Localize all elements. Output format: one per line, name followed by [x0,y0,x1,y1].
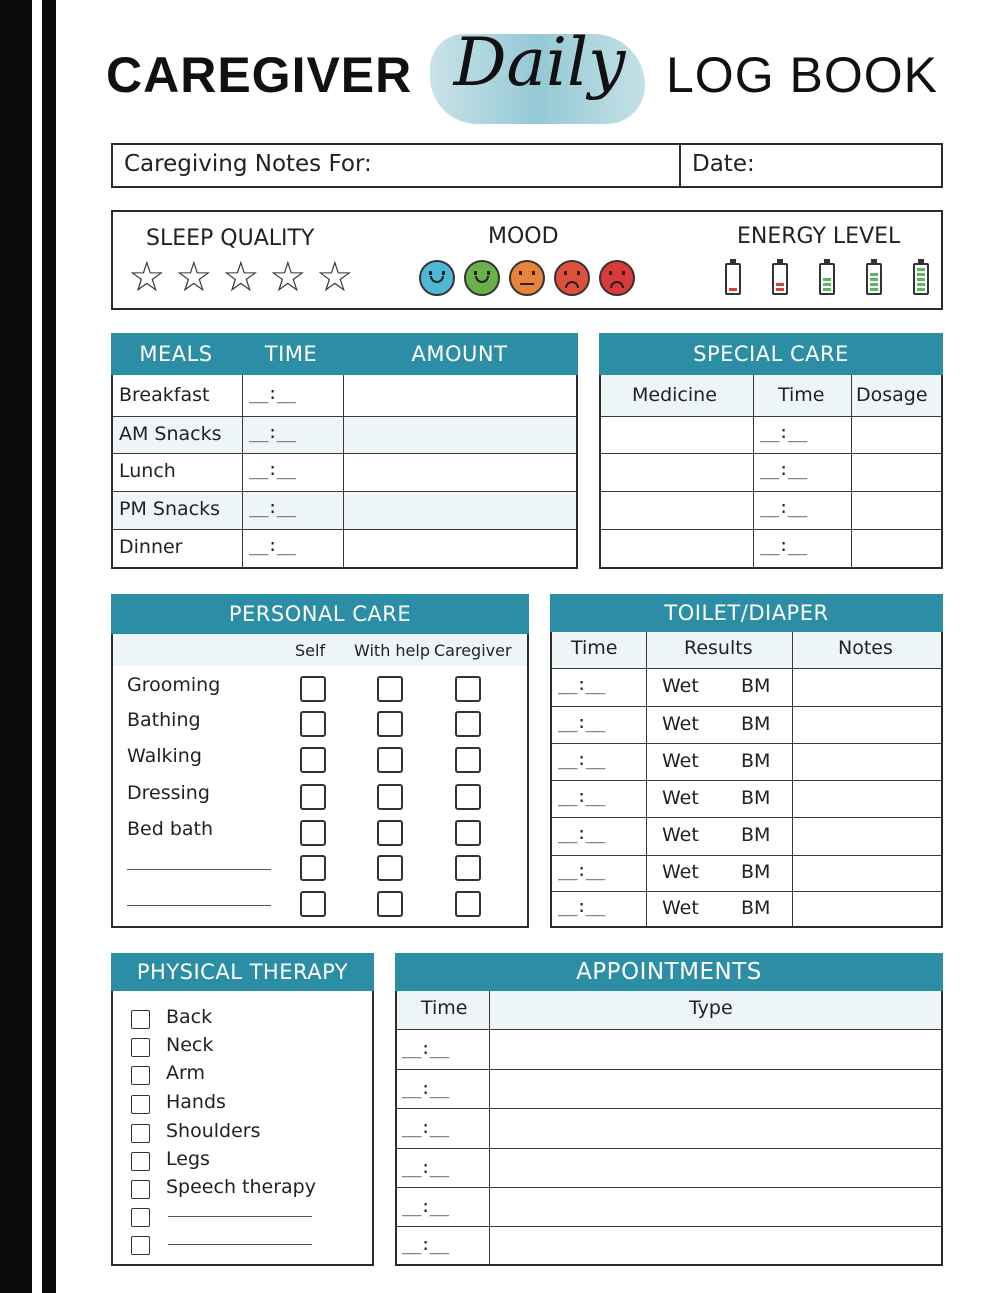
toilet-row-line [552,706,941,707]
toilet-wet-option[interactable]: Wet [662,749,699,772]
meals-amount-header: AMOUNT [411,342,508,366]
meals-time-header: TIME [264,342,318,366]
face-mouth [610,281,624,288]
personal-care-item: Grooming [127,674,221,696]
mood-label: MOOD [488,224,559,249]
battery-icon[interactable] [913,263,929,295]
title-daily: Daily [453,24,626,101]
battery-fill [729,286,737,291]
special-col-divider [851,375,852,568]
personal-care-checkbox[interactable] [300,747,326,773]
personal-care-checkbox[interactable] [300,676,326,702]
battery-fill [917,267,925,291]
appointments-row-line [397,1029,941,1030]
toilet-wet-option[interactable]: Wet [662,824,699,846]
meal-name: Lunch [119,460,176,482]
medicine-field[interactable] [603,455,751,489]
personal-care-checkbox[interactable] [455,784,481,810]
appointments-col-divider [489,991,490,1265]
battery-fill [823,277,831,291]
personal-care-checkbox[interactable] [455,747,481,773]
date-label: Date: [692,151,755,177]
toilet-wet-option[interactable]: Wet [662,861,699,883]
notes-for-field[interactable] [390,147,675,185]
toilet-bm-option[interactable]: BM [741,749,771,772]
personal-care-item: Dressing [127,782,210,804]
toilet-time-blank[interactable]: __:__ [558,861,605,881]
personal-care-item: Walking [127,745,202,767]
therapy-checkbox[interactable] [131,1236,150,1255]
personal-care-checkbox[interactable] [455,855,481,881]
appointments-type-col: Type [689,997,733,1019]
toilet-notes-field[interactable] [795,782,940,815]
therapy-item: Speech therapy [166,1176,316,1198]
appointments-row-line [397,1226,941,1227]
toilet-bm-option[interactable]: BM [741,712,771,735]
appointments-row-line [397,1069,941,1070]
meal-time-blank[interactable]: __:__ [249,498,296,518]
toilet-time-blank[interactable]: __:__ [558,897,605,917]
meal-amount-field[interactable] [346,453,574,491]
special-time-blank[interactable]: __:__ [760,460,807,480]
special-row-line [601,529,941,530]
face-eyes [609,271,625,275]
appointment-type-field[interactable] [492,1189,940,1224]
star-icon[interactable]: ☆ [269,252,307,301]
personal-care-checkbox[interactable] [377,891,403,917]
meals-col-divider [343,375,344,568]
toilet-row-line [552,743,941,744]
toilet-row-line [552,817,941,818]
special-care-dosage-col: Dosage [856,384,928,406]
mood-face-icon[interactable] [419,260,455,296]
meal-time-blank[interactable]: __:__ [249,422,296,443]
special-care-header: SPECIAL CARE [599,333,943,375]
face-eyes [564,271,580,275]
therapy-checkbox[interactable] [131,1066,150,1085]
appointment-type-field[interactable] [492,1228,940,1262]
toilet-time-col: Time [571,637,618,659]
toilet-row-line [552,780,941,781]
personal-care-checkbox[interactable] [377,820,403,846]
medicine-field[interactable] [603,418,751,451]
toilet-notes-field[interactable] [795,708,940,741]
personal-care-blank-line[interactable] [127,905,271,906]
dosage-field[interactable] [854,531,939,565]
binding-bar-outer [0,0,32,1293]
appointment-type-field[interactable] [492,1150,940,1185]
with-help-column-label: With help [354,641,430,660]
face-mouth [520,283,534,285]
meal-time-blank[interactable]: __:__ [249,383,296,404]
battery-fill [776,281,784,291]
therapy-item: Back [166,1006,213,1028]
appointment-type-field[interactable] [492,1071,940,1106]
toilet-row-line [552,855,941,856]
caregiver-column-label: Caregiver [434,641,512,660]
personal-care-checkbox[interactable] [300,784,326,810]
meal-name: PM Snacks [119,498,220,520]
therapy-checkbox[interactable] [131,1010,150,1029]
appointments-header: APPOINTMENTS [395,953,943,991]
personal-care-checkbox[interactable] [300,711,326,737]
therapy-item: Arm [166,1062,205,1084]
personal-care-checkbox[interactable] [455,676,481,702]
toilet-notes-col: Notes [838,637,893,659]
meal-time-blank[interactable]: __:__ [249,460,296,480]
appointment-time-blank[interactable]: __:__ [402,1118,449,1138]
therapy-blank-line[interactable] [168,1216,312,1217]
toilet-bm-option[interactable]: BM [741,861,771,883]
appointments-row-line [397,1187,941,1188]
toilet-time-blank[interactable]: __:__ [558,786,605,807]
personal-care-checkbox[interactable] [300,855,326,881]
self-column-label: Self [295,641,326,660]
special-col-divider [753,375,754,568]
toilet-notes-field[interactable] [795,893,940,925]
personal-care-checkbox[interactable] [377,711,403,737]
meal-amount-field[interactable] [346,375,574,416]
date-field[interactable] [760,147,938,185]
toilet-wet-option[interactable]: Wet [662,786,699,809]
special-row-line [601,453,941,454]
toilet-bm-option[interactable]: BM [741,897,771,919]
star-icon[interactable]: ☆ [128,252,166,301]
face-mouth [475,276,489,283]
physical-therapy-header: PHYSICAL THERAPY [111,953,374,991]
toilet-row-line [552,891,941,892]
personal-care-checkbox[interactable] [455,820,481,846]
medicine-field[interactable] [603,531,751,565]
face-mouth [565,281,579,288]
battery-fill [870,272,878,291]
appointment-type-field[interactable] [492,1110,940,1146]
therapy-item: Hands [166,1091,226,1113]
therapy-item: Legs [166,1148,210,1170]
therapy-item: Neck [166,1034,214,1056]
personal-care-checkbox[interactable] [377,747,403,773]
toilet-row-line [552,668,941,669]
toilet-notes-field[interactable] [795,857,940,889]
battery-icon[interactable] [819,263,835,295]
binding-bar-inner [42,0,56,1293]
therapy-checkbox[interactable] [131,1095,150,1114]
toilet-diaper-header: TOILET/DIAPER [550,594,943,632]
toilet-time-blank[interactable]: __:__ [558,712,605,733]
battery-icon[interactable] [772,263,788,295]
toilet-bm-option[interactable]: BM [741,786,771,809]
appointment-time-blank[interactable]: __:__ [402,1235,449,1255]
battery-icon[interactable] [866,263,882,295]
face-eyes [474,271,490,275]
medicine-field[interactable] [603,493,751,527]
toilet-results-col: Results [684,637,753,659]
notes-for-label: Caregiving Notes For: [124,151,372,177]
personal-care-checkbox[interactable] [455,711,481,737]
toilet-time-blank[interactable]: __:__ [558,824,605,844]
appointment-time-blank[interactable]: __:__ [402,1196,449,1217]
appointments-row-line [397,1148,941,1149]
therapy-item: Shoulders [166,1120,261,1142]
meal-time-blank[interactable]: __:__ [249,536,296,556]
personal-care-item: Bed bath [127,818,214,840]
meals-col-divider [242,375,243,568]
special-row-line [601,416,941,417]
meal-amount-field[interactable] [346,416,574,453]
toilet-wet-option[interactable]: Wet [662,675,699,697]
toilet-time-blank[interactable]: __:__ [558,675,605,695]
dosage-field[interactable] [854,493,939,527]
meal-name: Breakfast [119,383,210,406]
energy-level-label: ENERGY LEVEL [737,224,901,249]
battery-icon[interactable] [725,263,741,295]
meal-amount-field[interactable] [346,491,574,529]
special-time-blank[interactable]: __:__ [760,422,807,443]
face-mouth [430,276,444,283]
toilet-wet-option[interactable]: Wet [662,712,699,735]
appointment-time-blank[interactable]: __:__ [402,1157,449,1178]
therapy-checkbox[interactable] [131,1152,150,1171]
meal-name: Dinner [119,536,183,558]
meal-name: AM Snacks [119,422,222,445]
mood-face-icon[interactable] [509,260,545,296]
face-eyes [519,271,535,275]
toilet-bm-option[interactable]: BM [741,824,771,846]
meal-amount-field[interactable] [346,529,574,567]
special-care-time-col: Time [778,384,825,406]
appointments-time-col: Time [421,997,468,1019]
toilet-notes-field[interactable] [795,670,940,704]
personal-care-item: Bathing [127,709,201,731]
mood-face-icon[interactable] [464,260,500,296]
special-time-blank[interactable]: __:__ [760,498,807,518]
personal-care-checkbox[interactable] [300,820,326,846]
personal-care-header: PERSONAL CARE [111,594,529,634]
title-caregiver: CAREGIVER [106,47,413,103]
appointment-time-blank[interactable]: __:__ [402,1078,449,1099]
star-icon[interactable]: ☆ [222,252,260,301]
personal-care-checkbox[interactable] [377,676,403,702]
appointment-time-blank[interactable]: __:__ [402,1039,449,1059]
personal-care-checkbox[interactable] [377,784,403,810]
dosage-field[interactable] [854,418,939,451]
title-log-book: LOG BOOK [666,47,938,103]
toilet-bm-option[interactable]: BM [741,675,771,697]
toilet-notes-field[interactable] [795,819,940,853]
personal-care-checkbox[interactable] [455,891,481,917]
toilet-wet-option[interactable]: Wet [662,897,699,919]
sleep-quality-label: SLEEP QUALITY [146,226,315,251]
therapy-checkbox[interactable] [131,1038,150,1057]
personal-care-checkbox[interactable] [300,891,326,917]
appointments-row-line [397,1108,941,1109]
toilet-time-blank[interactable]: __:__ [558,749,605,770]
mood-face-icon[interactable] [599,260,635,296]
therapy-checkbox[interactable] [131,1180,150,1199]
personal-care-checkbox[interactable] [377,855,403,881]
star-icon[interactable]: ☆ [175,252,213,301]
therapy-checkbox[interactable] [131,1124,150,1143]
face-eyes [429,271,445,275]
mood-face-icon[interactable] [554,260,590,296]
appointment-type-field[interactable] [492,1031,940,1067]
special-row-line [601,491,941,492]
dosage-field[interactable] [854,455,939,489]
therapy-blank-line[interactable] [168,1244,312,1245]
special-care-medicine-col: Medicine [632,384,717,406]
therapy-checkbox[interactable] [131,1208,150,1227]
meals-header: MEALS [139,342,213,366]
special-time-blank[interactable]: __:__ [760,536,807,556]
star-icon[interactable]: ☆ [316,252,354,301]
toilet-notes-field[interactable] [795,745,940,778]
personal-care-blank-line[interactable] [127,869,271,870]
